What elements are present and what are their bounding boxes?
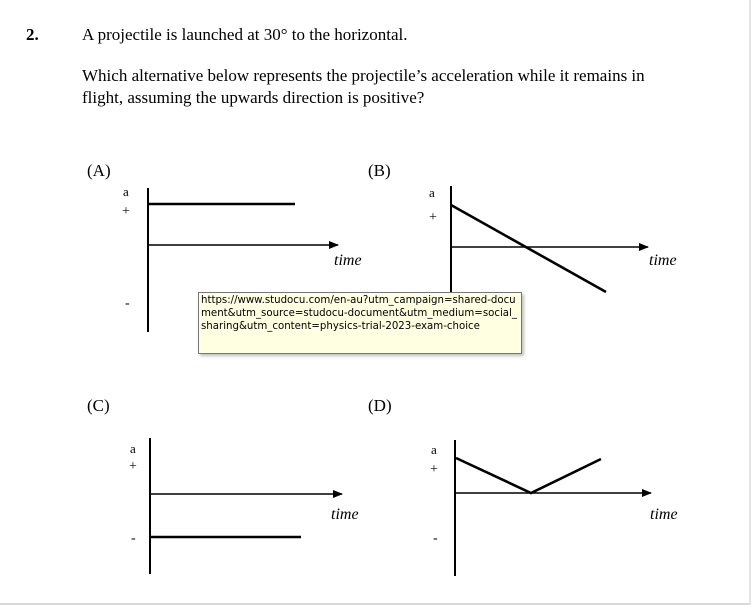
graph-c-minus-sign: - <box>131 531 136 546</box>
graph-c-time-label: time <box>331 506 359 523</box>
graph-c-plus-sign: + <box>129 459 137 474</box>
question-stem: A projectile is launched at 30° to the horizontal. <box>82 25 408 44</box>
graph-d-time-label: time <box>650 506 678 523</box>
graph-c <box>150 438 342 574</box>
graph-d-y-axis-label: a <box>431 442 437 457</box>
graph-b-plus-sign: + <box>429 210 437 225</box>
graph-c-y-axis-label: a <box>130 441 136 456</box>
graph-b <box>451 186 648 296</box>
graph-d-acceleration-line <box>456 458 601 493</box>
graph-d-plus-sign: + <box>430 462 438 477</box>
graph-a-plus-sign: + <box>122 204 130 219</box>
option-c-label: (C) <box>87 396 110 415</box>
graph-b-acceleration-line <box>451 205 606 292</box>
graph-a-minus-sign: - <box>125 296 130 311</box>
option-b-label: (B) <box>368 161 391 180</box>
graph-a-y-axis-label: a <box>123 184 129 199</box>
question-prompt-line-1: Which alternative below represents the projectile’s acceleration while it remains in <box>82 66 645 85</box>
graph-d-minus-sign: - <box>433 531 438 546</box>
link-url-tooltip: https://www.studocu.com/en-au?utm_campaign=shared-document&utm_source=studocu-document&utm_medium=social_sharing&utm_content=physics-trial-2023-exam-choice <box>198 292 522 354</box>
graph-a-time-label: time <box>334 252 362 269</box>
option-a-label: (A) <box>87 161 111 180</box>
graph-b-y-axis-label: a <box>429 185 435 200</box>
option-d-label: (D) <box>368 396 392 415</box>
graph-d <box>455 440 651 576</box>
graph-b-time-label: time <box>649 252 677 269</box>
question-prompt-line-2: flight, assuming the upwards direction is positive? <box>82 88 425 107</box>
question-number: 2. <box>26 25 39 44</box>
